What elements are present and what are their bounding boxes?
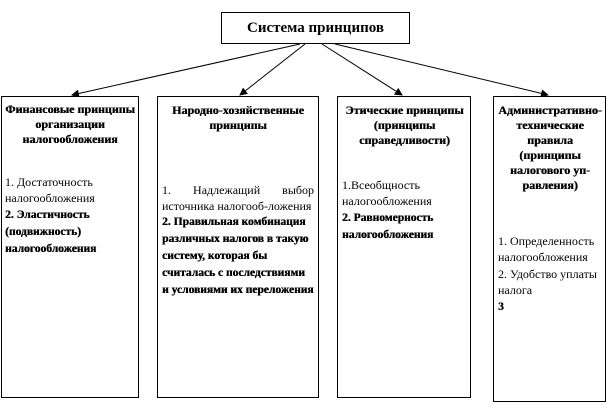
administrative-rules-heading: Административно-технические правила (принципы налогового уп-равления) bbox=[498, 103, 602, 192]
administrative-item-1: 1. Определенность налогообложения bbox=[498, 234, 595, 264]
economic-principles-box bbox=[157, 96, 319, 398]
ethical-principles-heading: Этические принципы (принципы справедливости) bbox=[345, 103, 464, 147]
arrow-to-ethical bbox=[322, 44, 402, 95]
system-title-box bbox=[221, 12, 410, 44]
administrative-item-2: 2. Удобство уплаты налога bbox=[498, 267, 597, 297]
administrative-rules-box bbox=[493, 96, 606, 402]
arrow-to-financial bbox=[72, 44, 300, 95]
financial-item-2: 2. Эластичность (подвижность) налогообложения bbox=[5, 209, 97, 255]
ethical-item-1: 1.Всеобщность налогообложения bbox=[342, 178, 432, 208]
administrative-item-3: 3 bbox=[498, 301, 504, 313]
financial-item-1: 1. Достаточность налогообложения bbox=[5, 175, 95, 205]
economic-item-2: 2. Правильная комбинация различных налогов в такую систему, которая бы считалась с последствиями и условиями их переложения bbox=[162, 216, 314, 296]
arrow-to-economic bbox=[240, 44, 305, 95]
ethical-principles-box bbox=[337, 96, 471, 398]
economic-principles-heading: Народно-хозяйственные принципы bbox=[172, 103, 304, 132]
arrow-to-administrative bbox=[335, 44, 548, 95]
ethical-item-2: 2. Равномерность налогообложения bbox=[342, 212, 434, 241]
economic-item-1: 1. Надлежащий выбор источника налогооб-ложения bbox=[162, 183, 314, 213]
financial-principles-heading: Финансовые принципы организации налогообложения bbox=[5, 102, 135, 146]
financial-principles-box bbox=[1, 96, 139, 398]
system-title: Система принципов bbox=[247, 19, 384, 36]
